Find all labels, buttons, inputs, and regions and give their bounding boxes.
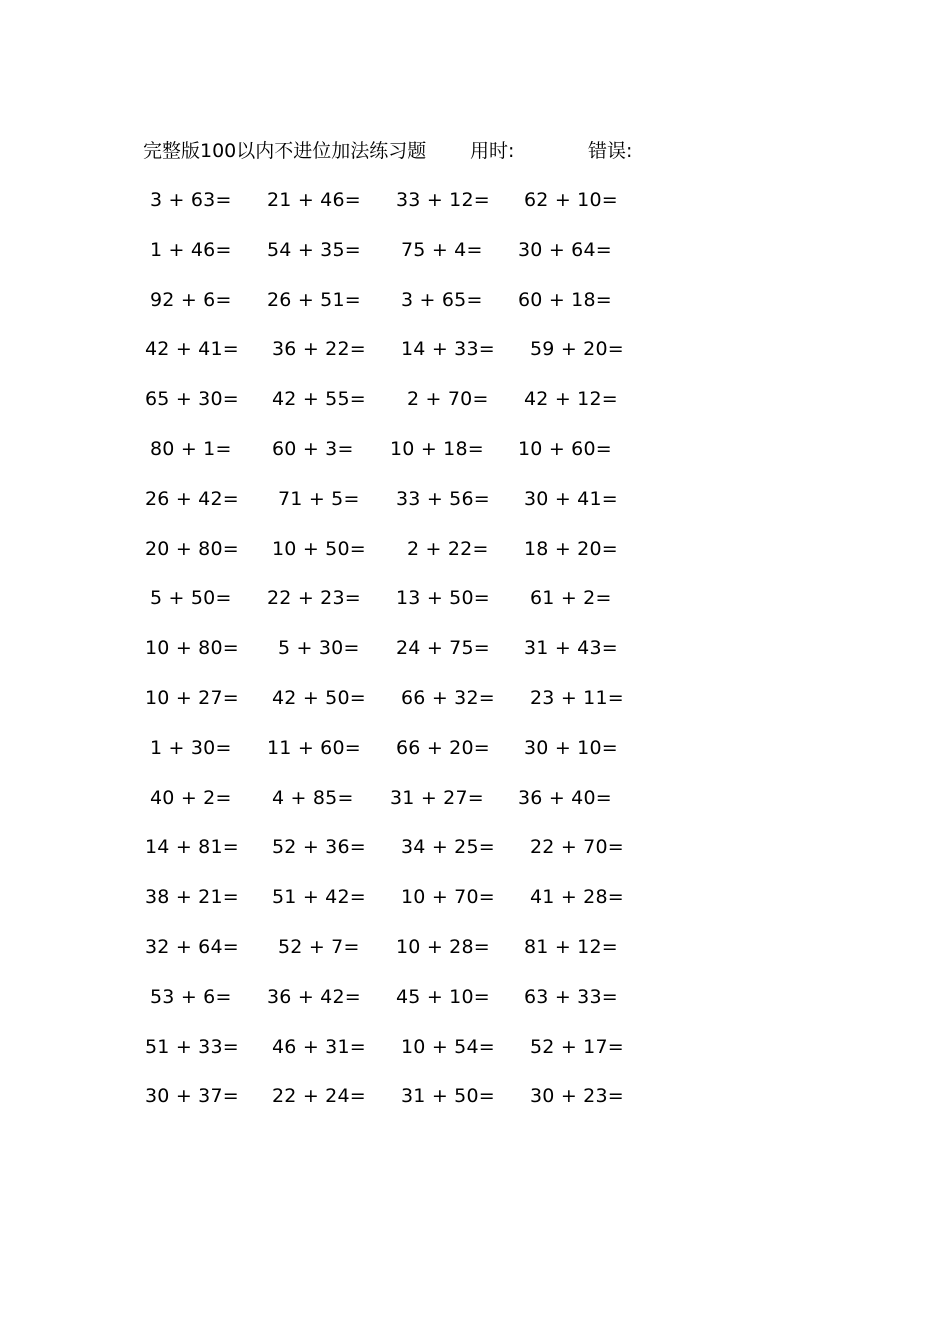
addition-problem: 31 + 43= — [524, 637, 618, 660]
addition-problem: 59 + 20= — [530, 338, 624, 361]
worksheet-header — [143, 136, 843, 166]
problem-row — [0, 429, 950, 479]
addition-problem: 36 + 40= — [518, 786, 612, 809]
addition-problem: 1 + 46= — [150, 238, 232, 261]
addition-problem: 45 + 10= — [396, 985, 490, 1008]
problem-row — [0, 578, 950, 628]
problem-row — [0, 778, 950, 828]
addition-problem: 24 + 75= — [396, 637, 490, 660]
problem-row — [0, 529, 950, 579]
addition-problem: 5 + 50= — [150, 587, 232, 610]
addition-problem: 66 + 32= — [401, 686, 495, 709]
addition-problem: 22 + 70= — [530, 836, 624, 859]
addition-problem: 36 + 42= — [267, 985, 361, 1008]
addition-problem: 51 + 42= — [272, 886, 366, 909]
addition-problem: 33 + 56= — [396, 487, 490, 510]
addition-problem: 71 + 5= — [278, 487, 360, 510]
problem-grid — [0, 180, 950, 1126]
addition-problem: 62 + 10= — [524, 189, 618, 211]
addition-problem: 26 + 51= — [267, 288, 361, 311]
addition-problem: 14 + 33= — [401, 338, 495, 361]
addition-problem: 10 + 54= — [401, 1035, 495, 1058]
addition-problem: 52 + 36= — [272, 836, 366, 859]
addition-problem: 42 + 41= — [145, 338, 239, 361]
addition-problem: 30 + 23= — [530, 1085, 624, 1108]
addition-problem: 54 + 35= — [267, 238, 361, 261]
addition-problem: 31 + 27= — [390, 786, 484, 809]
problem-row — [0, 728, 950, 778]
addition-problem: 2 + 70= — [407, 388, 489, 411]
addition-problem: 3 + 65= — [401, 288, 483, 311]
addition-problem: 10 + 70= — [401, 886, 495, 909]
addition-problem: 60 + 18= — [518, 288, 612, 311]
addition-problem: 3 + 63= — [150, 189, 232, 211]
addition-problem: 53 + 6= — [150, 985, 232, 1008]
problem-row — [0, 1027, 950, 1077]
problem-row — [0, 977, 950, 1027]
addition-problem: 30 + 37= — [145, 1085, 239, 1108]
addition-problem: 36 + 22= — [272, 338, 366, 361]
problem-row — [0, 379, 950, 429]
addition-problem: 52 + 7= — [278, 935, 360, 958]
addition-problem: 38 + 21= — [145, 886, 239, 909]
addition-problem: 66 + 20= — [396, 736, 490, 759]
addition-problem: 4 + 85= — [272, 786, 354, 809]
addition-problem: 60 + 3= — [272, 437, 354, 460]
addition-problem: 34 + 25= — [401, 836, 495, 859]
addition-problem: 20 + 80= — [145, 537, 239, 560]
addition-problem: 11 + 60= — [267, 736, 361, 759]
addition-problem: 46 + 31= — [272, 1035, 366, 1058]
problem-row — [0, 1076, 950, 1126]
addition-problem: 22 + 23= — [267, 587, 361, 610]
addition-problem: 42 + 50= — [272, 686, 366, 709]
addition-problem: 61 + 2= — [530, 587, 612, 610]
addition-problem: 18 + 20= — [524, 537, 618, 560]
addition-problem: 65 + 30= — [145, 388, 239, 411]
problem-row — [0, 628, 950, 678]
addition-problem: 32 + 64= — [145, 935, 239, 958]
worksheet-title: 完整版100以内不进位加法练习题 — [143, 140, 427, 162]
addition-problem: 30 + 10= — [524, 736, 618, 759]
problem-row — [0, 230, 950, 280]
addition-problem: 31 + 50= — [401, 1085, 495, 1108]
addition-problem: 40 + 2= — [150, 786, 232, 809]
addition-problem: 63 + 33= — [524, 985, 618, 1008]
addition-problem: 5 + 30= — [278, 637, 360, 660]
addition-problem: 75 + 4= — [401, 238, 483, 261]
addition-problem: 41 + 28= — [530, 886, 624, 909]
errors-label: 错误: — [588, 140, 633, 162]
addition-problem: 21 + 46= — [267, 189, 361, 211]
addition-problem: 81 + 12= — [524, 935, 618, 958]
addition-problem: 14 + 81= — [145, 836, 239, 859]
problem-row — [0, 180, 950, 230]
addition-problem: 10 + 27= — [145, 686, 239, 709]
addition-problem: 10 + 50= — [272, 537, 366, 560]
problem-row — [0, 280, 950, 330]
addition-problem: 23 + 11= — [530, 686, 624, 709]
addition-problem: 1 + 30= — [150, 736, 232, 759]
problem-row — [0, 479, 950, 529]
addition-problem: 22 + 24= — [272, 1085, 366, 1108]
addition-problem: 42 + 12= — [524, 388, 618, 411]
addition-problem: 52 + 17= — [530, 1035, 624, 1058]
addition-problem: 42 + 55= — [272, 388, 366, 411]
addition-problem: 92 + 6= — [150, 288, 232, 311]
addition-problem: 10 + 60= — [518, 437, 612, 460]
problem-row — [0, 927, 950, 977]
addition-problem: 80 + 1= — [150, 437, 232, 460]
problem-row — [0, 827, 950, 877]
addition-problem: 10 + 80= — [145, 637, 239, 660]
addition-problem: 33 + 12= — [396, 189, 490, 211]
addition-problem: 30 + 41= — [524, 487, 618, 510]
addition-problem: 10 + 28= — [396, 935, 490, 958]
addition-problem: 10 + 18= — [390, 437, 484, 460]
addition-problem: 51 + 33= — [145, 1035, 239, 1058]
problem-row — [0, 877, 950, 927]
addition-problem: 13 + 50= — [396, 587, 490, 610]
time-used-label: 用时: — [470, 140, 515, 162]
addition-problem: 30 + 64= — [518, 238, 612, 261]
problem-row — [0, 329, 950, 379]
addition-problem: 2 + 22= — [407, 537, 489, 560]
addition-problem: 26 + 42= — [145, 487, 239, 510]
problem-row — [0, 678, 950, 728]
